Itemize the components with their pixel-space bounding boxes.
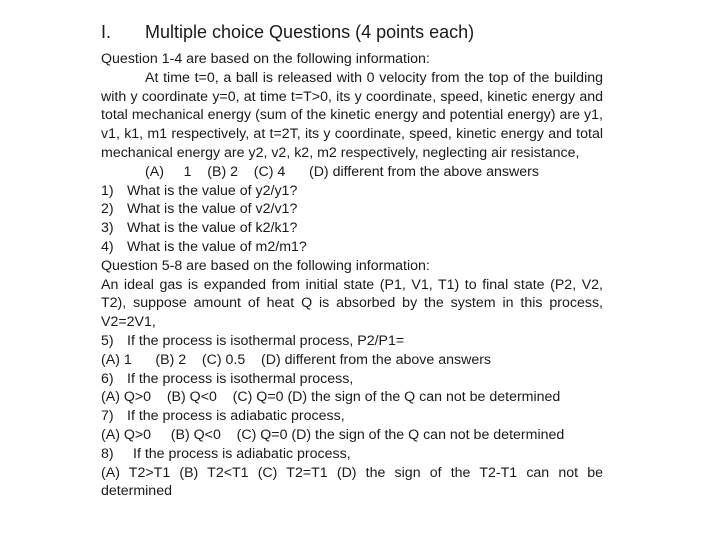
group1-intro: Question 1-4 are based on the following information:: [101, 51, 430, 67]
question-text: If the process is adiabatic process,: [133, 445, 351, 462]
question-number: 8): [101, 445, 114, 462]
question-7-options: [101, 426, 603, 445]
question-text: What is the value of m2/m1?: [127, 238, 307, 255]
group2-intro: Question 5-8 are based on the following information:: [101, 257, 430, 274]
question-text: If the process is isothermal process, P2/P1=: [127, 332, 405, 349]
question-number: 1): [101, 182, 114, 199]
question-number: 6): [101, 370, 114, 387]
section-number: I.: [101, 22, 112, 42]
question-number: 7): [101, 408, 114, 425]
question-text: If the process is adiabatic process,: [127, 408, 345, 425]
options-text: (A) Q>0 (B) Q<0 (C) Q=0 (D) the sign of the Q can not be determined: [101, 426, 565, 443]
question-8-options: [101, 464, 603, 502]
question-8: [101, 445, 603, 464]
group2-paragraph: An ideal gas is expanded from initial state (P1, V1, T1) to final state (P2, V2, T2), suppose amount of heat Q is absorbed by the system in this process, V2=2V1,: [101, 276, 603, 331]
section-heading: [101, 18, 603, 46]
question-6: [101, 370, 603, 389]
question-2: [101, 200, 603, 219]
options-text: (A) 1 (B) 2 (C) 0.5 (D) different from the above answers: [101, 351, 492, 368]
question-3: [101, 219, 603, 238]
question-text: If the process is isothermal process,: [127, 370, 354, 387]
question-number: 3): [101, 220, 114, 237]
question-5-options: [101, 351, 603, 370]
section-title: Multiple choice Questions (4 points each): [145, 22, 475, 42]
question-text: What is the value of v2/v1?: [127, 201, 298, 218]
options-text: (A) Q>0 (B) Q<0 (C) Q=0 (D) the sign of the Q can not be determined: [101, 389, 561, 406]
document-page: [101, 18, 603, 501]
question-5: [101, 332, 603, 351]
question-7: [101, 407, 603, 426]
question-number: 2): [101, 201, 114, 218]
question-1: [101, 182, 603, 201]
question-6-options: [101, 388, 603, 407]
question-number: 4): [101, 238, 114, 255]
question-4: [101, 238, 603, 257]
options-text: (A) T2>T1 (B) T2<T1 (C) T2=T1 (D) the sign of the T2-T1 can not be determined: [101, 464, 603, 500]
question-text: What is the value of y2/y1?: [127, 182, 298, 199]
question-number: 5): [101, 332, 114, 349]
group1-paragraph: At time t=0, a ball is released with 0 velocity from the top of the building with y coordinate y=0, at time t=T>0, its y coordinate, speed, kinetic energy and total mechanical energy (sum of the kinetic energy and potential energy) are y1, v1, k1, m1 respectively, at t=2T, its y coordinate, speed, kinetic energy and total mechanical energy are y2, v2, k2, m2 respectively, neglecting air resistance,: [101, 69, 603, 161]
group1-options: [101, 163, 603, 182]
question-text: What is the value of k2/k1?: [127, 220, 298, 237]
group1-options-text: (A) 1 (B) 2 (C) 4 (D) different from the above answers: [145, 163, 539, 180]
